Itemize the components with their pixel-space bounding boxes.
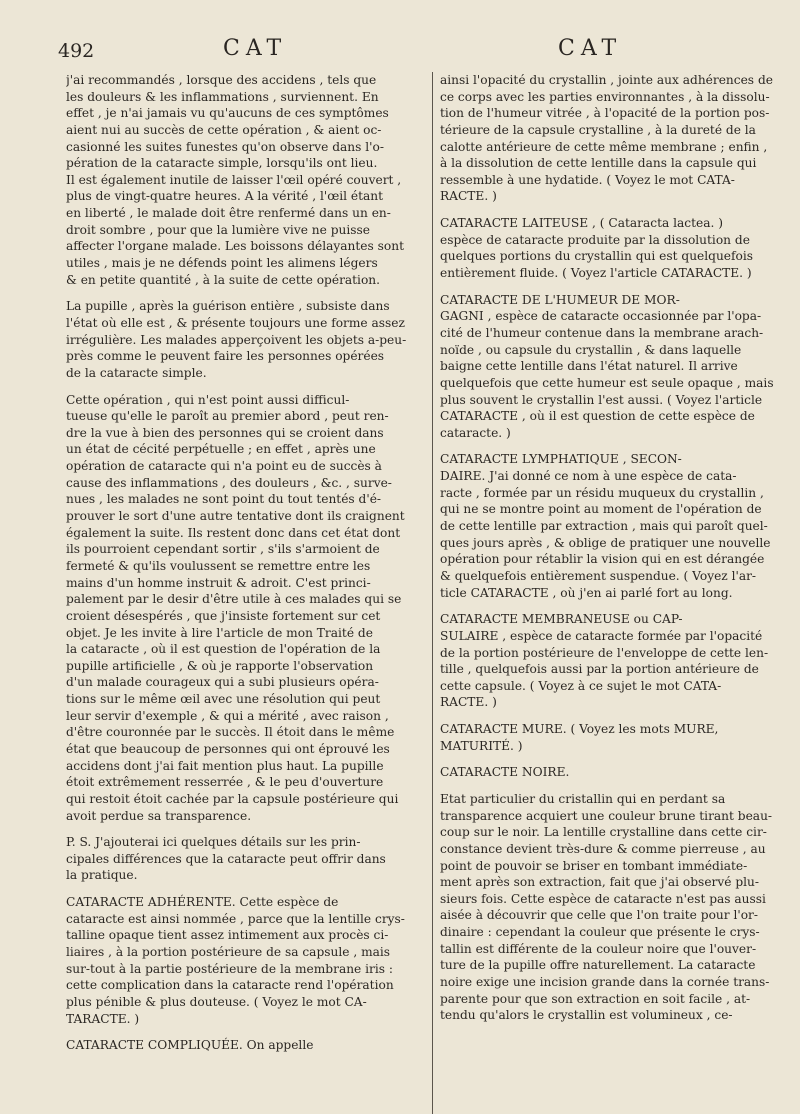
text-line: tallin est différente de la couleur noire que l'ouver- bbox=[440, 941, 757, 956]
running-head-right: CAT bbox=[558, 36, 623, 61]
text-line: opération pour rétablir la vision qui en est dérangée bbox=[440, 552, 765, 567]
text-line: plus de vingt-quatre heures. A la vérité , l'œil étant bbox=[66, 189, 384, 204]
text-line: ainsi l'opacité du crystallin , jointe aux adhérences de bbox=[440, 73, 773, 87]
text-line: plus pénible & plus douteuse. ( Voyez le mot CA- bbox=[66, 994, 367, 1009]
text-line: l'état où elle est , & présente toujours une forme assez bbox=[66, 315, 405, 330]
text-line: noire exige une incision grande dans la cornée trans- bbox=[440, 975, 770, 990]
text-line: état que beaucoup de personnes qui ont éprouvé les bbox=[66, 741, 390, 756]
text-line: près comme le peuvent faire les personnes opérées bbox=[66, 349, 385, 364]
paragraph bbox=[66, 392, 421, 825]
text-line: aient nui au succès de cette opération , & aient oc- bbox=[66, 122, 382, 137]
text-line: CATARACTE LYMPHATIQUE , SECON- bbox=[440, 452, 682, 467]
text-line: avoit perdue sa transparence. bbox=[66, 808, 252, 823]
text-line: talline opaque tient assez intimement aux procès ci- bbox=[66, 928, 389, 943]
text-line: fermeté & qu'ils voulussent se remettre entre les bbox=[66, 558, 371, 573]
text-line: la pratique. bbox=[66, 868, 138, 883]
text-line: MATURITÉ. ) bbox=[440, 738, 523, 753]
text-line: liaires , à la portion postérieure de sa capsule , mais bbox=[66, 945, 391, 960]
text-line: ture de la pupille offre naturellement. La cataracte bbox=[440, 958, 756, 973]
page-number: 492 bbox=[58, 40, 95, 62]
paragraph-gap bbox=[440, 282, 792, 292]
text-line: effet , je n'ai jamais vu qu'aucuns de ces symptômes bbox=[66, 106, 389, 121]
text-line: & en petite quantité , à la suite de cette opération. bbox=[66, 272, 381, 287]
text-line: droit sombre , pour que la lumière vive ne puisse bbox=[66, 222, 370, 237]
running-header bbox=[58, 36, 780, 70]
paragraph-gap bbox=[66, 1027, 421, 1037]
text-line: & quelquefois entièrement suspendue. ( Voyez l'ar- bbox=[440, 568, 757, 583]
paragraph-gap bbox=[66, 824, 421, 834]
text-line: ment après son extraction, fait que j'ai observé plu- bbox=[440, 875, 759, 890]
text-line: CATARACTE ADHÉRENTE. Cette espèce de bbox=[66, 895, 339, 910]
text-line: La pupille , après la guérison entière , subsiste dans bbox=[66, 299, 390, 314]
column-divider bbox=[432, 72, 433, 1114]
running-head-left: CAT bbox=[223, 36, 288, 61]
text-line: espèce de cataracte produite par la dissolution de bbox=[440, 232, 750, 247]
paragraph-gap bbox=[440, 781, 792, 791]
text-line: cité de l'humeur contenue dans la membrane arach- bbox=[440, 325, 764, 340]
text-line: calotte antérieure de cette même membrane ; enfin , bbox=[440, 139, 768, 154]
paragraph-gap bbox=[66, 288, 421, 298]
text-line: parente pour que son extraction en soit facile , at- bbox=[440, 991, 751, 1006]
text-line: cause des inflammations , des douleurs , &c. , surve- bbox=[66, 475, 392, 490]
paragraph bbox=[440, 451, 792, 601]
text-line: cataracte. ) bbox=[440, 425, 511, 440]
text-line: CATARACTE DE L'HUMEUR DE MOR- bbox=[440, 292, 680, 307]
paragraph bbox=[66, 894, 421, 1027]
text-line: j'ai recommandés , lorsque des accidens , tels que bbox=[66, 73, 377, 87]
paragraph bbox=[440, 215, 792, 282]
text-line: croient désespérés , que j'insiste fortement sur cet bbox=[66, 608, 381, 623]
paragraph-gap bbox=[66, 382, 421, 392]
text-line: nues , les malades ne sont point du tout tentés d'é- bbox=[66, 492, 382, 507]
text-line: palement par le desir d'être utile à ces malades qui se bbox=[66, 592, 402, 607]
text-line: CATARACTE MURE. ( Voyez les mots MURE, bbox=[440, 722, 719, 737]
paragraph bbox=[440, 791, 792, 1024]
text-line: térieure de la capsule crystalline , à la dureté de la bbox=[440, 122, 756, 137]
text-line: CATARACTE MEMBRANEUSE ou CAP- bbox=[440, 612, 683, 627]
text-line: baigne cette lentille dans l'état naturel. Il arrive bbox=[440, 359, 738, 374]
text-line: accidens dont j'ai fait mention plus haut. La pupille bbox=[66, 758, 384, 773]
paragraph bbox=[66, 834, 421, 884]
text-line: noïde , ou capsule du crystallin , & dans laquelle bbox=[440, 342, 742, 357]
text-line: leur servir d'exemple , & qui a mérité , avec raison , bbox=[66, 708, 389, 723]
text-line: irrégulière. Les malades apperçoivent les objets a-peu- bbox=[66, 332, 407, 347]
text-line: de la portion postérieure de l'enveloppe de cette len- bbox=[440, 645, 769, 660]
text-line: entièrement fluide. ( Voyez l'article CATARACTE. ) bbox=[440, 266, 752, 281]
text-line: pération de la cataracte simple, lorsqu'ils ont lieu. bbox=[66, 156, 378, 171]
paragraph bbox=[440, 764, 792, 781]
text-line: tendu qu'alors le crystallin est volumineux , ce- bbox=[440, 1008, 733, 1023]
paragraph bbox=[66, 72, 421, 288]
text-line: mains d'un homme instruit & adroit. C'est princi- bbox=[66, 575, 371, 590]
text-line: casionné les suites funestes qu'on observe dans l'o- bbox=[66, 139, 384, 154]
right-column bbox=[440, 72, 792, 1112]
text-line: également la suite. Ils restent donc dans cet état dont bbox=[66, 525, 401, 540]
text-line: CATARACTE COMPLIQUÉE. On appelle bbox=[66, 1038, 314, 1053]
text-line: GAGNI , espèce de cataracte occasionnée par l'opa- bbox=[440, 309, 762, 324]
text-line: tille , quelquefois aussi par la portion antérieure de bbox=[440, 662, 759, 677]
text-line: d'un malade courageux qui a subi plusieurs opéra- bbox=[66, 675, 379, 690]
text-line: plus souvent le crystallin l'est aussi. ( Voyez l'article bbox=[440, 392, 763, 407]
text-line: DAIRE. J'ai donné ce nom à une espèce de cata- bbox=[440, 469, 737, 484]
text-line: les douleurs & les inflammations , surviennent. En bbox=[66, 89, 379, 104]
text-line: prouver le sort d'une autre tentative dont ils craignent bbox=[66, 509, 405, 524]
text-line: SULAIRE , espèce de cataracte formée par l'opacité bbox=[440, 628, 763, 643]
text-line: opération de cataracte qui n'a point eu de succès à bbox=[66, 459, 382, 474]
text-line: constance devient très-dure & comme pierreuse , au bbox=[440, 841, 766, 856]
paragraph bbox=[440, 721, 792, 754]
text-line: dre la vue à bien des personnes qui se croient dans bbox=[66, 425, 384, 440]
text-line: tions sur le même œil avec une résolution qui peut bbox=[66, 692, 381, 707]
text-line: tion de l'humeur vitrée , à l'opacité de la portion pos- bbox=[440, 106, 770, 121]
text-line: RACTE. ) bbox=[440, 695, 497, 710]
text-line: de la cataracte simple. bbox=[66, 365, 207, 380]
text-line: un état de cécité perpétuelle ; en effet , après une bbox=[66, 442, 376, 457]
text-line: P. S. J'ajouterai ici quelques détails sur les prin- bbox=[66, 835, 361, 850]
text-line: racte , formée par un résidu muqueux du crystallin , bbox=[440, 485, 764, 500]
text-line: cipales différences que la cataracte peut offrir dans bbox=[66, 851, 386, 866]
text-line: quelques portions du crystallin qui est quelquefois bbox=[440, 249, 754, 264]
text-line: en liberté , le malade doit être renfermé dans un en- bbox=[66, 206, 391, 221]
paragraph-gap bbox=[440, 441, 792, 451]
text-line: Etat particulier du cristallin qui en perdant sa bbox=[440, 791, 726, 806]
text-line: Cette opération , qui n'est point aussi difficul- bbox=[66, 392, 350, 407]
text-line: la cataracte , où il est question de l'opération de la bbox=[66, 642, 381, 657]
text-line: objet. Je les invite à lire l'article de mon Traité de bbox=[66, 625, 373, 640]
text-line: tueuse qu'elle le paroît au premier abord , peut ren- bbox=[66, 409, 389, 424]
text-line: utiles , mais je ne défends point les alimens légers bbox=[66, 256, 378, 271]
paragraph-gap bbox=[440, 601, 792, 611]
paragraph bbox=[66, 298, 421, 381]
text-line: ce corps avec les parties environnantes , à la dissolu- bbox=[440, 89, 770, 104]
text-line: à la dissolution de cette lentille dans la capsule qui bbox=[440, 156, 757, 171]
text-line: ils pourroient cependant sortir , s'ils s'armoient de bbox=[66, 542, 380, 557]
paragraph-gap bbox=[440, 754, 792, 764]
paragraph bbox=[440, 72, 792, 205]
text-line: CATARACTE NOIRE. bbox=[440, 765, 570, 780]
paragraph bbox=[66, 1037, 421, 1054]
text-line: sur-tout à la partie postérieure de la membrane iris : bbox=[66, 961, 393, 976]
text-line: CATARACTE LAITEUSE , ( Cataracta lactea. ) bbox=[440, 216, 724, 231]
text-line: étoit extrêmement resserrée , & le peu d'ouverture bbox=[66, 775, 384, 790]
left-column bbox=[66, 72, 421, 1112]
text-line: RACTE. ) bbox=[440, 189, 497, 204]
text-line: ques jours après , & oblige de pratiquer une nouvelle bbox=[440, 535, 771, 550]
text-line: CATARACTE , où il est question de cette espèce de bbox=[440, 409, 755, 424]
text-line: d'être couronnée par le succès. Il étoit dans le même bbox=[66, 725, 395, 740]
paragraph-gap bbox=[440, 711, 792, 721]
text-line: aisée à découvrir que celle que l'on traite pour l'or- bbox=[440, 908, 758, 923]
text-line: sieurs fois. Cette espèce de cataracte n'est pas aussi bbox=[440, 891, 766, 906]
text-line: quelquefois que cette humeur est seule opaque , mais bbox=[440, 375, 774, 390]
text-line: qui restoit étoit cachée par la capsule postérieure qui bbox=[66, 791, 399, 806]
paragraph bbox=[440, 611, 792, 711]
paragraph-gap bbox=[66, 884, 421, 894]
text-line: point de pouvoir se briser en tombant immédiate- bbox=[440, 858, 748, 873]
text-line: Il est également inutile de laisser l'œil opéré couvert , bbox=[66, 172, 402, 187]
text-line: pupille artificielle , & où je rapporte l'observation bbox=[66, 658, 374, 673]
text-line: ressemble à une hydatide. ( Voyez le mot CATA- bbox=[440, 172, 735, 187]
text-line: de cette lentille par extraction , mais qui paroît quel- bbox=[440, 519, 768, 534]
paragraph bbox=[440, 292, 792, 442]
text-line: cette complication dans la cataracte rend l'opération bbox=[66, 978, 394, 993]
text-line: TARACTE. ) bbox=[66, 1011, 140, 1026]
text-line: cataracte est ainsi nommée , parce que la lentille crys- bbox=[66, 911, 405, 926]
text-line: qui ne se montre point au moment de l'opération de bbox=[440, 502, 762, 517]
text-line: dinaire : cependant la couleur que présente le crys- bbox=[440, 925, 760, 940]
text-line: affecter l'organe malade. Les boissons délayantes sont bbox=[66, 239, 404, 254]
text-line: transparence acquiert une couleur brune tirant beau- bbox=[440, 808, 773, 823]
paragraph-gap bbox=[440, 205, 792, 215]
text-line: coup sur le noir. La lentille crystalline dans cette cir- bbox=[440, 825, 767, 840]
text-line: cette capsule. ( Voyez à ce sujet le mot CATA- bbox=[440, 678, 722, 693]
text-line: ticle CATARACTE , où j'en ai parlé fort au long. bbox=[440, 585, 733, 600]
